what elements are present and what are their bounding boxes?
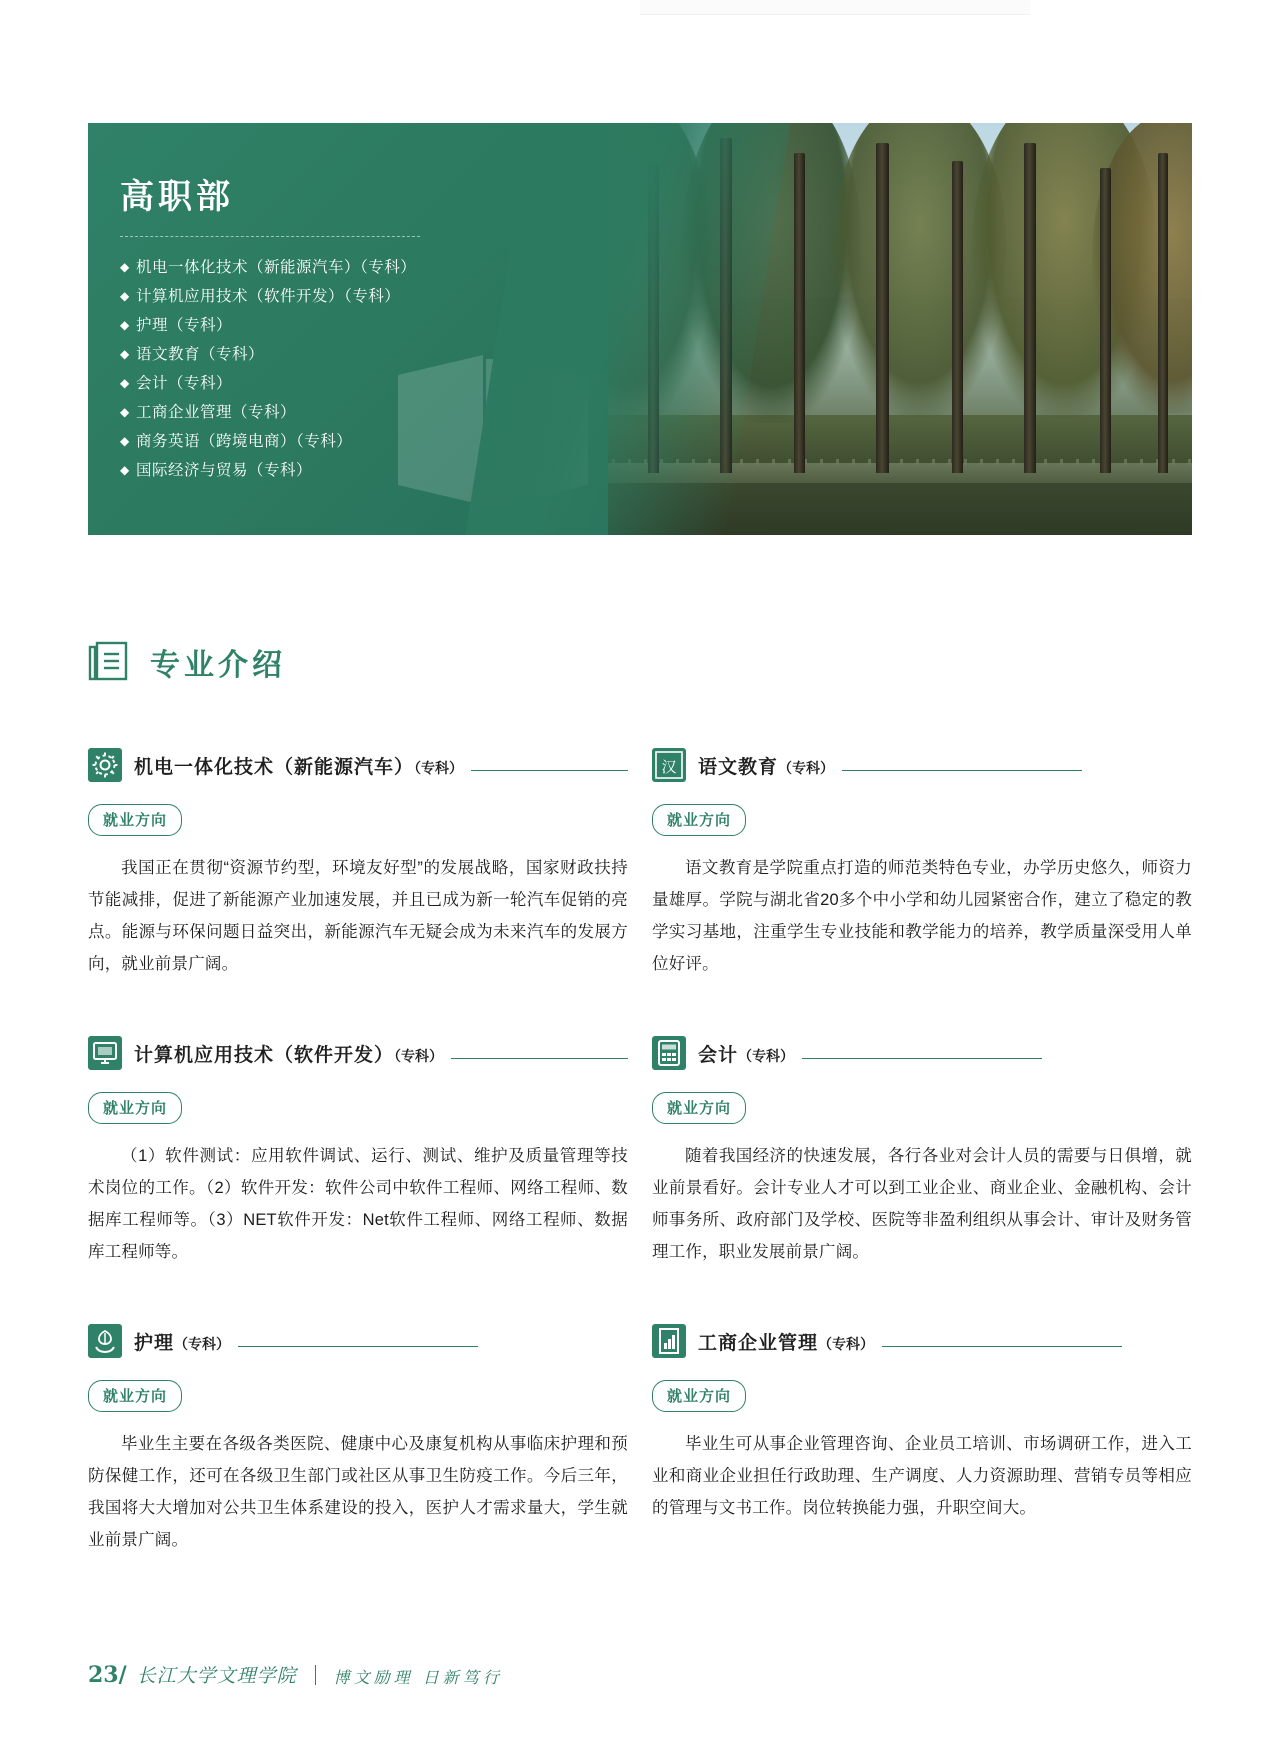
card-title: 护理（专科） bbox=[134, 1331, 231, 1354]
title-underline bbox=[802, 1058, 1042, 1059]
tree-trunk-10 bbox=[1158, 153, 1168, 473]
card-header bbox=[88, 1036, 628, 1070]
major-label: 计算机应用技术（软件开发）（专科） bbox=[136, 287, 401, 305]
tree-trunk-9 bbox=[1100, 168, 1111, 473]
status-badge: 就业方向 bbox=[652, 804, 746, 836]
card-header bbox=[652, 1324, 1192, 1358]
major-card-business-management bbox=[652, 1306, 1192, 1594]
hero-title: 高职部 bbox=[120, 177, 234, 217]
list-item bbox=[120, 311, 600, 340]
card-body: 毕业生主要在各级各类医院、健康中心及康复机构从事临床护理和预防保健工作，还可在各级卫生部门或社区从事卫生防疫工作。今后三年，我国将大大增加对公共卫生体系建设的投入，医护人才需求量大，学生就业前景广阔。 bbox=[88, 1435, 628, 1549]
major-card-mechatronics bbox=[88, 730, 628, 1018]
list-item bbox=[120, 427, 600, 456]
card-title: 机电一体化技术（新能源汽车）（专科） bbox=[134, 755, 464, 778]
major-card-nursing bbox=[88, 1306, 628, 1594]
page-footer bbox=[88, 1661, 503, 1688]
card-body: 随着我国经济的快速发展，各行各业对会计人员的需要与日俱增，就业前景看好。会计专业人才可以到工业企业、商业企业、金融机构、会计师事务所、政府部门及学校、医院等非盈利组织从事会计、审计及财务管理工作，职业发展前景广阔。 bbox=[652, 1147, 1192, 1261]
hero-banner bbox=[88, 123, 1192, 535]
monitor-icon bbox=[88, 1036, 122, 1070]
card-title: 会计（专科） bbox=[698, 1043, 795, 1066]
status-badge: 就业方向 bbox=[88, 804, 182, 836]
diamond-bullet-icon: ◆ bbox=[120, 289, 130, 303]
diamond-bullet-icon: ◆ bbox=[120, 463, 130, 477]
list-item bbox=[120, 340, 600, 369]
card-header bbox=[652, 748, 1192, 782]
page-title: 专业介绍 bbox=[150, 648, 286, 683]
footer-brand: 长江大学文理学院 bbox=[136, 1665, 297, 1687]
card-body: 语文教育是学院重点打造的师范类特色专业，办学历史悠久，师资力量雄厚。学院与湖北省20多个中小学和幼儿园紧密合作，建立了稳定的教学实习基地，注重学生专业技能和教学能力的培养，教学质量深受用人单位好评。 bbox=[652, 859, 1192, 973]
top-edge-strip bbox=[640, 0, 1030, 15]
card-header bbox=[88, 748, 628, 782]
list-item bbox=[120, 369, 600, 398]
svg-text:汉: 汉 bbox=[661, 758, 677, 776]
diamond-bullet-icon: ◆ bbox=[120, 434, 130, 448]
tree-trunk-8 bbox=[1024, 143, 1036, 473]
hand-leaf-care-icon bbox=[88, 1324, 122, 1358]
card-header bbox=[652, 1036, 1192, 1070]
list-item bbox=[120, 282, 600, 311]
card-title: 计算机应用技术（软件开发）（专科） bbox=[134, 1043, 444, 1066]
title-underline bbox=[471, 770, 628, 771]
diamond-bullet-icon: ◆ bbox=[120, 405, 130, 419]
major-card-chinese-education bbox=[652, 730, 1192, 1018]
gear-icon bbox=[88, 748, 122, 782]
status-badge: 就业方向 bbox=[652, 1380, 746, 1412]
major-label: 机电一体化技术（新能源汽车）（专科） bbox=[136, 258, 417, 276]
tree-trunk-7 bbox=[952, 161, 963, 473]
card-title: 工商企业管理（专科） bbox=[698, 1331, 875, 1354]
diamond-bullet-icon: ◆ bbox=[120, 347, 130, 361]
card-body: （1）软件测试：应用软件调试、运行、测试、维护及质量管理等技术岗位的工作。（2）软件开发：软件公司中软件工程师、网络工程师、数据库工程师等。（3）NET软件开发：Net软件工程师、网络工程师、数据库工程师等。 bbox=[88, 1147, 628, 1261]
list-item bbox=[120, 456, 600, 485]
title-underline bbox=[882, 1346, 1122, 1347]
list-document-icon bbox=[88, 641, 128, 683]
card-header bbox=[88, 1324, 628, 1358]
list-item bbox=[120, 398, 600, 427]
document-chart-icon bbox=[652, 1324, 686, 1358]
chinese-character-icon bbox=[652, 748, 686, 782]
tree-trunk-5 bbox=[794, 153, 805, 473]
major-label: 语文教育（专科） bbox=[136, 345, 265, 363]
major-label: 商务英语（跨境电商）（专科） bbox=[136, 432, 353, 450]
major-card-accounting bbox=[652, 1018, 1192, 1306]
hero-content bbox=[88, 123, 600, 485]
title-underline bbox=[451, 1058, 628, 1059]
calculator-icon bbox=[652, 1036, 686, 1070]
major-card-computer-application bbox=[88, 1018, 628, 1306]
major-label: 国际经济与贸易（专科） bbox=[136, 461, 313, 479]
diamond-bullet-icon: ◆ bbox=[120, 318, 130, 332]
diamond-bullet-icon: ◆ bbox=[120, 376, 130, 390]
major-list bbox=[120, 253, 600, 485]
card-body: 毕业生可从事企业管理咨询、企业员工培训、市场调研工作，进入工业和商业企业担任行政助理、生产调度、人力资源助理、营销专员等相应的管理与文书工作。岗位转换能力强，升职空间大。 bbox=[652, 1435, 1192, 1517]
footer-motto: 博文励理 日新笃行 bbox=[333, 1668, 503, 1687]
page-number: 23/ bbox=[88, 1662, 127, 1688]
section-header bbox=[88, 640, 286, 684]
status-badge: 就业方向 bbox=[88, 1380, 182, 1412]
major-intro-grid bbox=[88, 730, 1192, 1594]
hero-divider bbox=[120, 236, 420, 237]
title-underline bbox=[238, 1346, 478, 1347]
footer-divider bbox=[315, 1665, 316, 1685]
list-item bbox=[120, 253, 600, 282]
card-body: 我国正在贯彻“资源节约型，环境友好型”的发展战略，国家财政扶持节能减排，促进了新能源产业加速发展，并且已成为新一轮汽车促销的亮点。能源与环保问题日益突出，新能源汽车无疑会成为未来汽车的发展方向，就业前景广阔。 bbox=[88, 859, 628, 973]
major-label: 会计（专科） bbox=[136, 374, 233, 392]
major-label: 工商企业管理（专科） bbox=[136, 403, 297, 421]
status-badge: 就业方向 bbox=[652, 1092, 746, 1124]
card-title: 语文教育（专科） bbox=[698, 755, 835, 778]
title-underline bbox=[842, 770, 1082, 771]
diamond-bullet-icon: ◆ bbox=[120, 260, 130, 274]
status-badge: 就业方向 bbox=[88, 1092, 182, 1124]
major-label: 护理（专科） bbox=[136, 316, 233, 334]
tree-trunk-6 bbox=[876, 143, 889, 473]
